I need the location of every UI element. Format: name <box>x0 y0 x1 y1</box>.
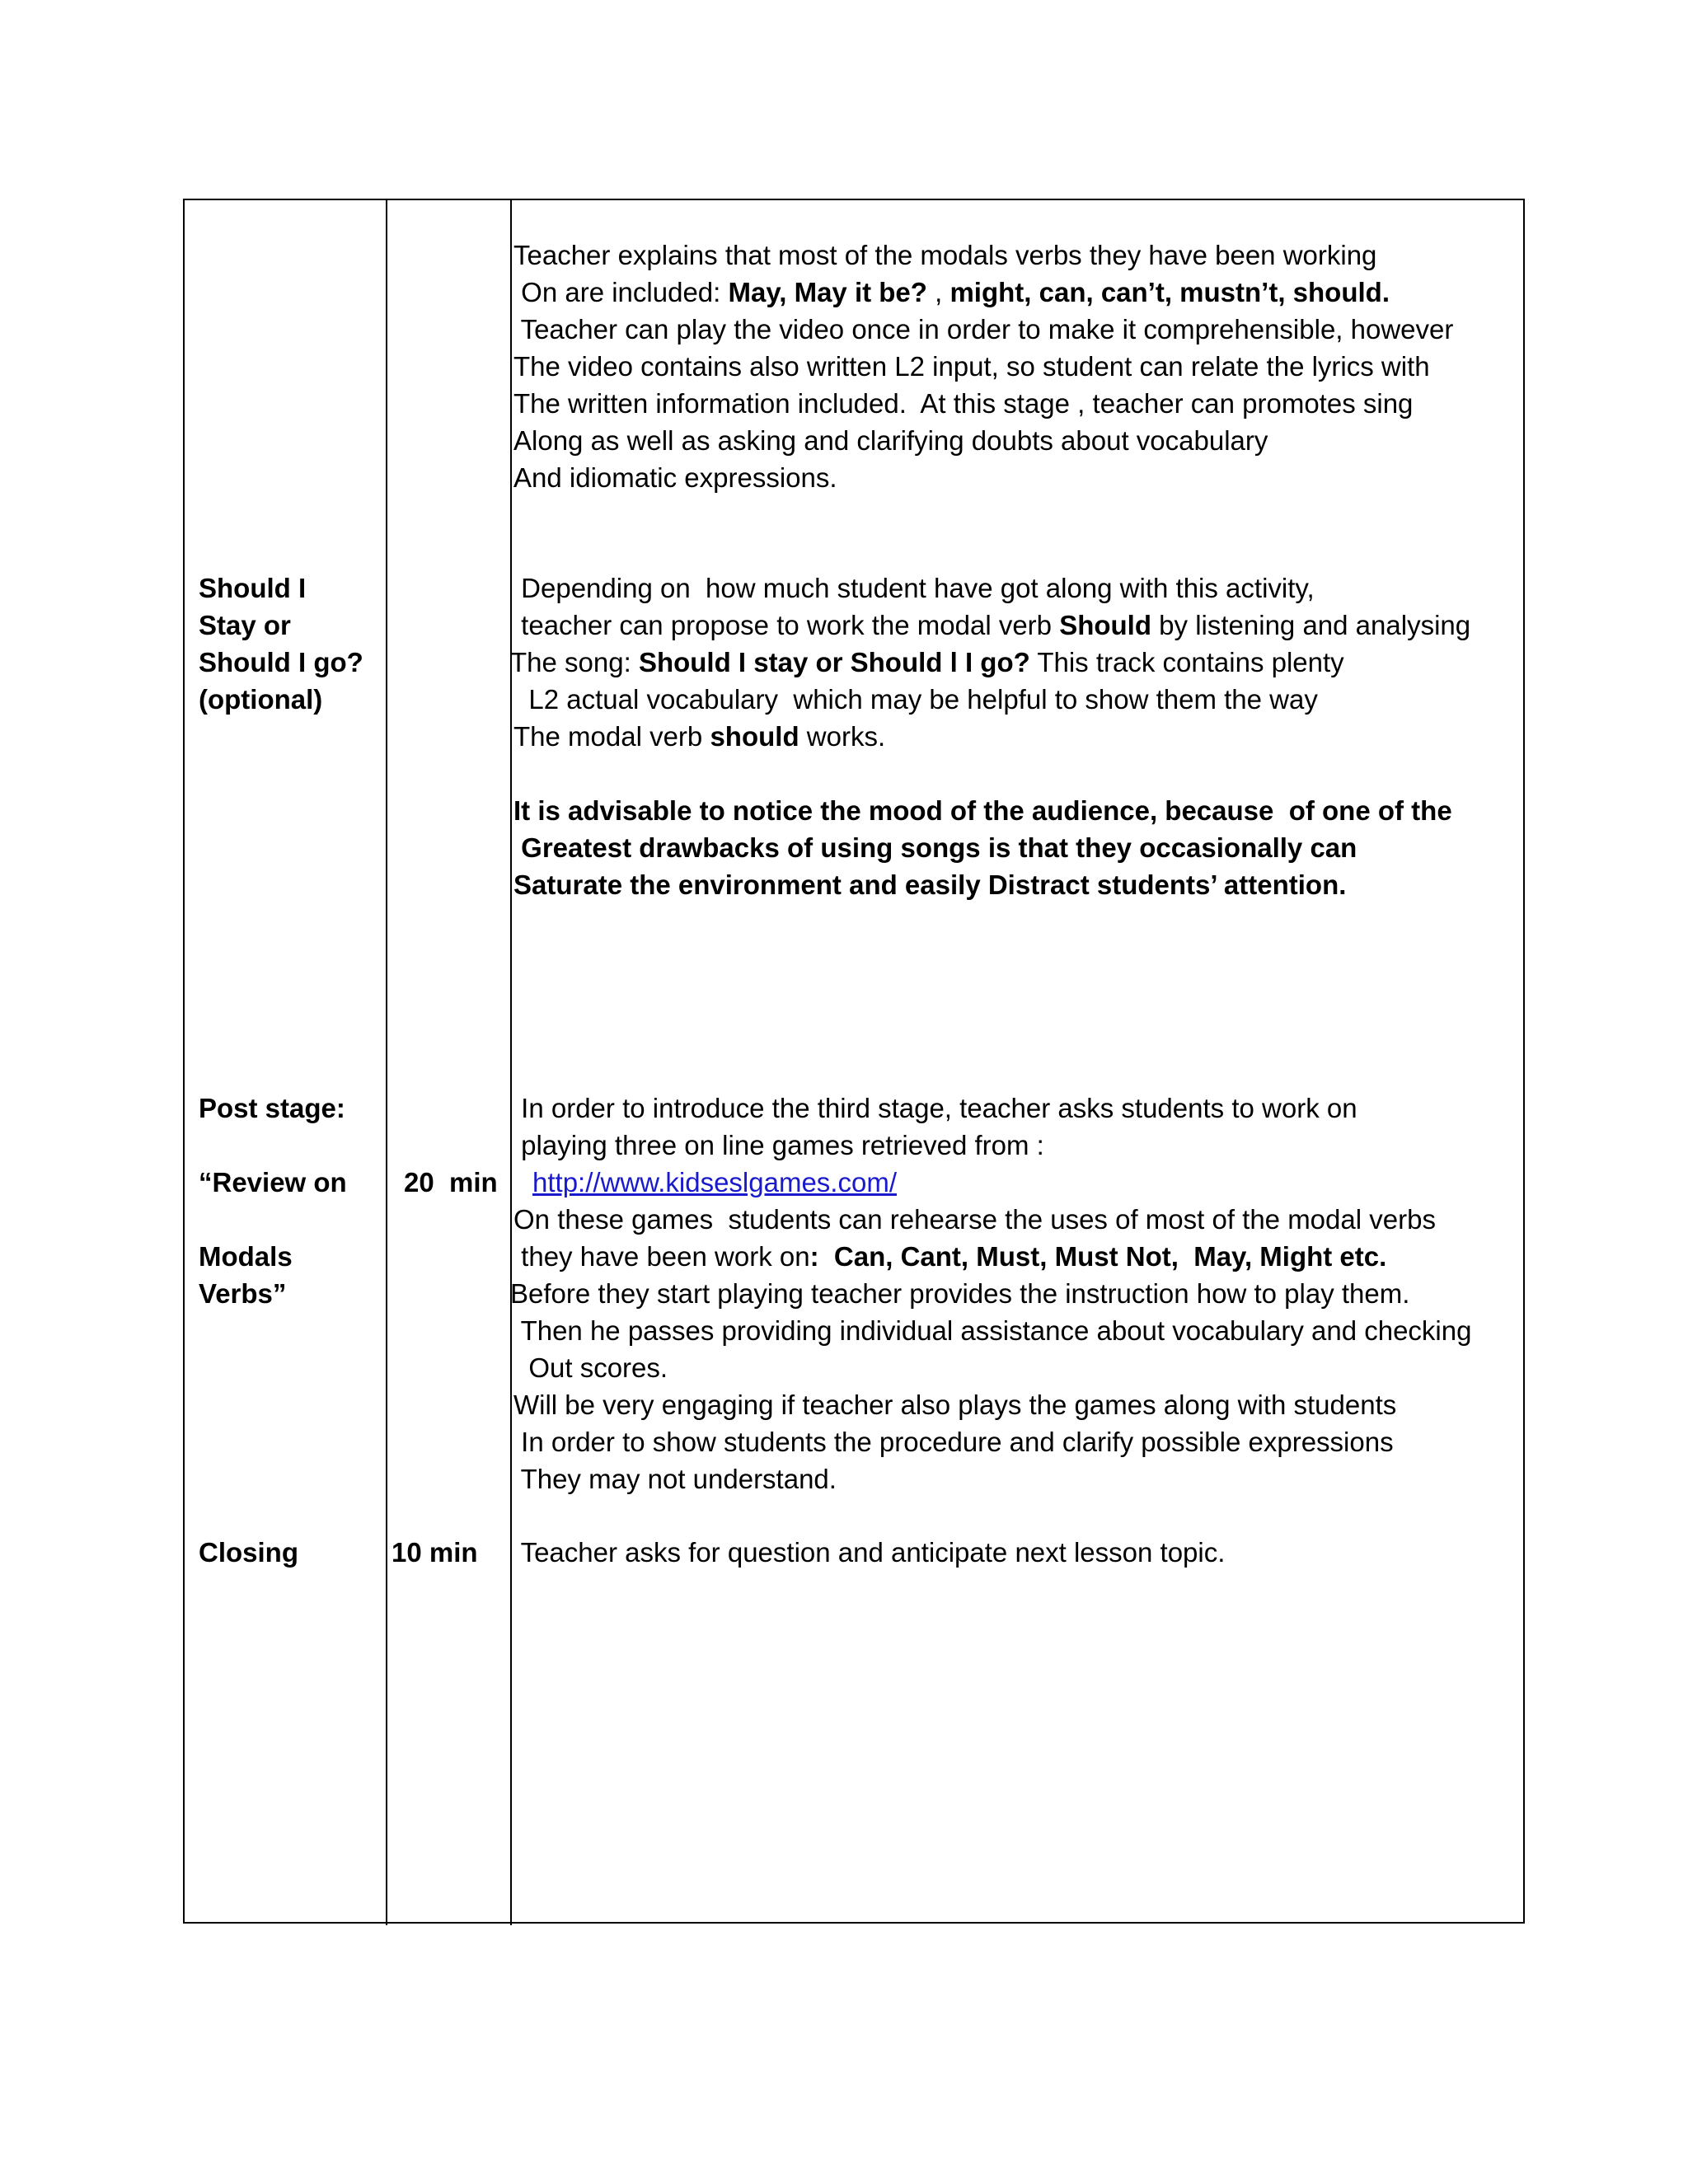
stage2-line-5-bold: should <box>710 721 799 752</box>
stage3-line-8: Out scores. <box>513 1352 668 1383</box>
block1-line-2-bold-b: might, can, can’t, mustn’t, should. <box>950 277 1390 307</box>
stage3-time: 20 min <box>404 1167 498 1197</box>
stage2-line-2-c: by listening and analysing <box>1151 610 1471 640</box>
stage2-line-1: Depending on how much student have got along with this activity, <box>513 573 1315 603</box>
stage2-label-line-3: Should I go? <box>199 647 363 677</box>
block1-line-2-sep: , <box>935 277 950 307</box>
stage2-label-line-4: (optional) <box>199 684 323 715</box>
games-website-link[interactable]: http://www.kidseslgames.com/ <box>532 1167 897 1197</box>
stage2-warning-line-1: It is advisable to notice the mood of the audience, because of one of the <box>513 795 1452 826</box>
stage2-line-4: L2 actual vocabulary which may be helpful to show them the way <box>513 684 1318 715</box>
block1-line-4: The video contains also written L2 input, so student can relate the lyrics with <box>513 351 1430 382</box>
stage2-label-line-1: Should I <box>199 573 307 603</box>
stage2-label-line-2: Stay or <box>199 610 291 640</box>
stage2-line-2-a: teacher can propose to work the modal verb <box>513 610 1060 640</box>
stage3-line-11: They may not understand. <box>513 1464 837 1494</box>
block1-line-2-bold-a: May, May it be? <box>728 277 935 307</box>
stage3-line-7: Then he passes providing individual assistance about vocabulary and checking <box>513 1315 1472 1346</box>
stage3-label-line-4: Verbs” <box>199 1278 287 1309</box>
stage3-line-1: In order to introduce the third stage, teacher asks students to work on <box>513 1093 1357 1123</box>
block1-line-2-text: On are included: <box>513 277 729 307</box>
closing-text: Teacher asks for question and anticipate next lesson topic. <box>513 1537 1226 1568</box>
block1-line-5: The written information included. At this stage , teacher can promotes sing <box>513 388 1414 419</box>
stage3-line-5 <box>513 1240 1386 1273</box>
column-divider-1 <box>386 199 387 1925</box>
stage2-line-3 <box>510 646 1344 679</box>
stage3-line-4: On these games students can rehearse the uses of most of the modal verbs <box>513 1204 1436 1235</box>
block1-line-7: And idiomatic expressions. <box>513 462 837 493</box>
stage3-label-line-2: “Review on <box>199 1167 347 1197</box>
column-divider-2 <box>510 199 512 1925</box>
stage2-warning-line-3: Saturate the environment and easily Distract students’ attention. <box>513 869 1347 900</box>
closing-label: Closing <box>199 1537 298 1568</box>
stage2-line-3-a: The song: <box>510 647 639 677</box>
stage3-label-line-1: Post stage: <box>199 1093 345 1123</box>
stage3-line-6: Before they start playing teacher provides the instruction how to play them. <box>510 1278 1410 1309</box>
stage3-line-5-bold: : Can, Cant, Must, Must Not, May, Might etc. <box>809 1241 1387 1272</box>
stage2-line-2-bold: Should <box>1059 610 1152 640</box>
stage2-line-5-a: The modal verb <box>513 721 710 752</box>
stage2-line-3-bold: Should I stay or Should l I go? <box>638 647 1030 677</box>
stage3-line-5-a: they have been work on <box>513 1241 810 1272</box>
stage2-warning-line-2: Greatest drawbacks of using songs is that they occasionally can <box>513 832 1357 863</box>
block1-line-1: Teacher explains that most of the modals verbs they have been working <box>513 240 1377 270</box>
stage2-line-3-c: This track contains plenty <box>1029 647 1344 677</box>
stage3-label-line-3: Modals <box>199 1241 293 1272</box>
closing-time: 10 min <box>392 1537 478 1568</box>
stage3-line-10: In order to show students the procedure and clarify possible expressions <box>513 1427 1394 1457</box>
stage2-line-2 <box>513 609 1470 642</box>
stage2-line-5-c: works. <box>799 721 886 752</box>
block1-line-2 <box>513 276 1390 309</box>
stage3-line-9: Will be very engaging if teacher also plays the games along with students <box>513 1390 1397 1420</box>
stage3-line-2: playing three on line games retrieved from : <box>513 1130 1044 1160</box>
block1-line-6: Along as well as asking and clarifying doubts about vocabulary <box>513 425 1268 456</box>
stage2-line-5 <box>513 720 885 753</box>
block1-line-3: Teacher can play the video once in order to make it comprehensible, however <box>513 314 1454 344</box>
